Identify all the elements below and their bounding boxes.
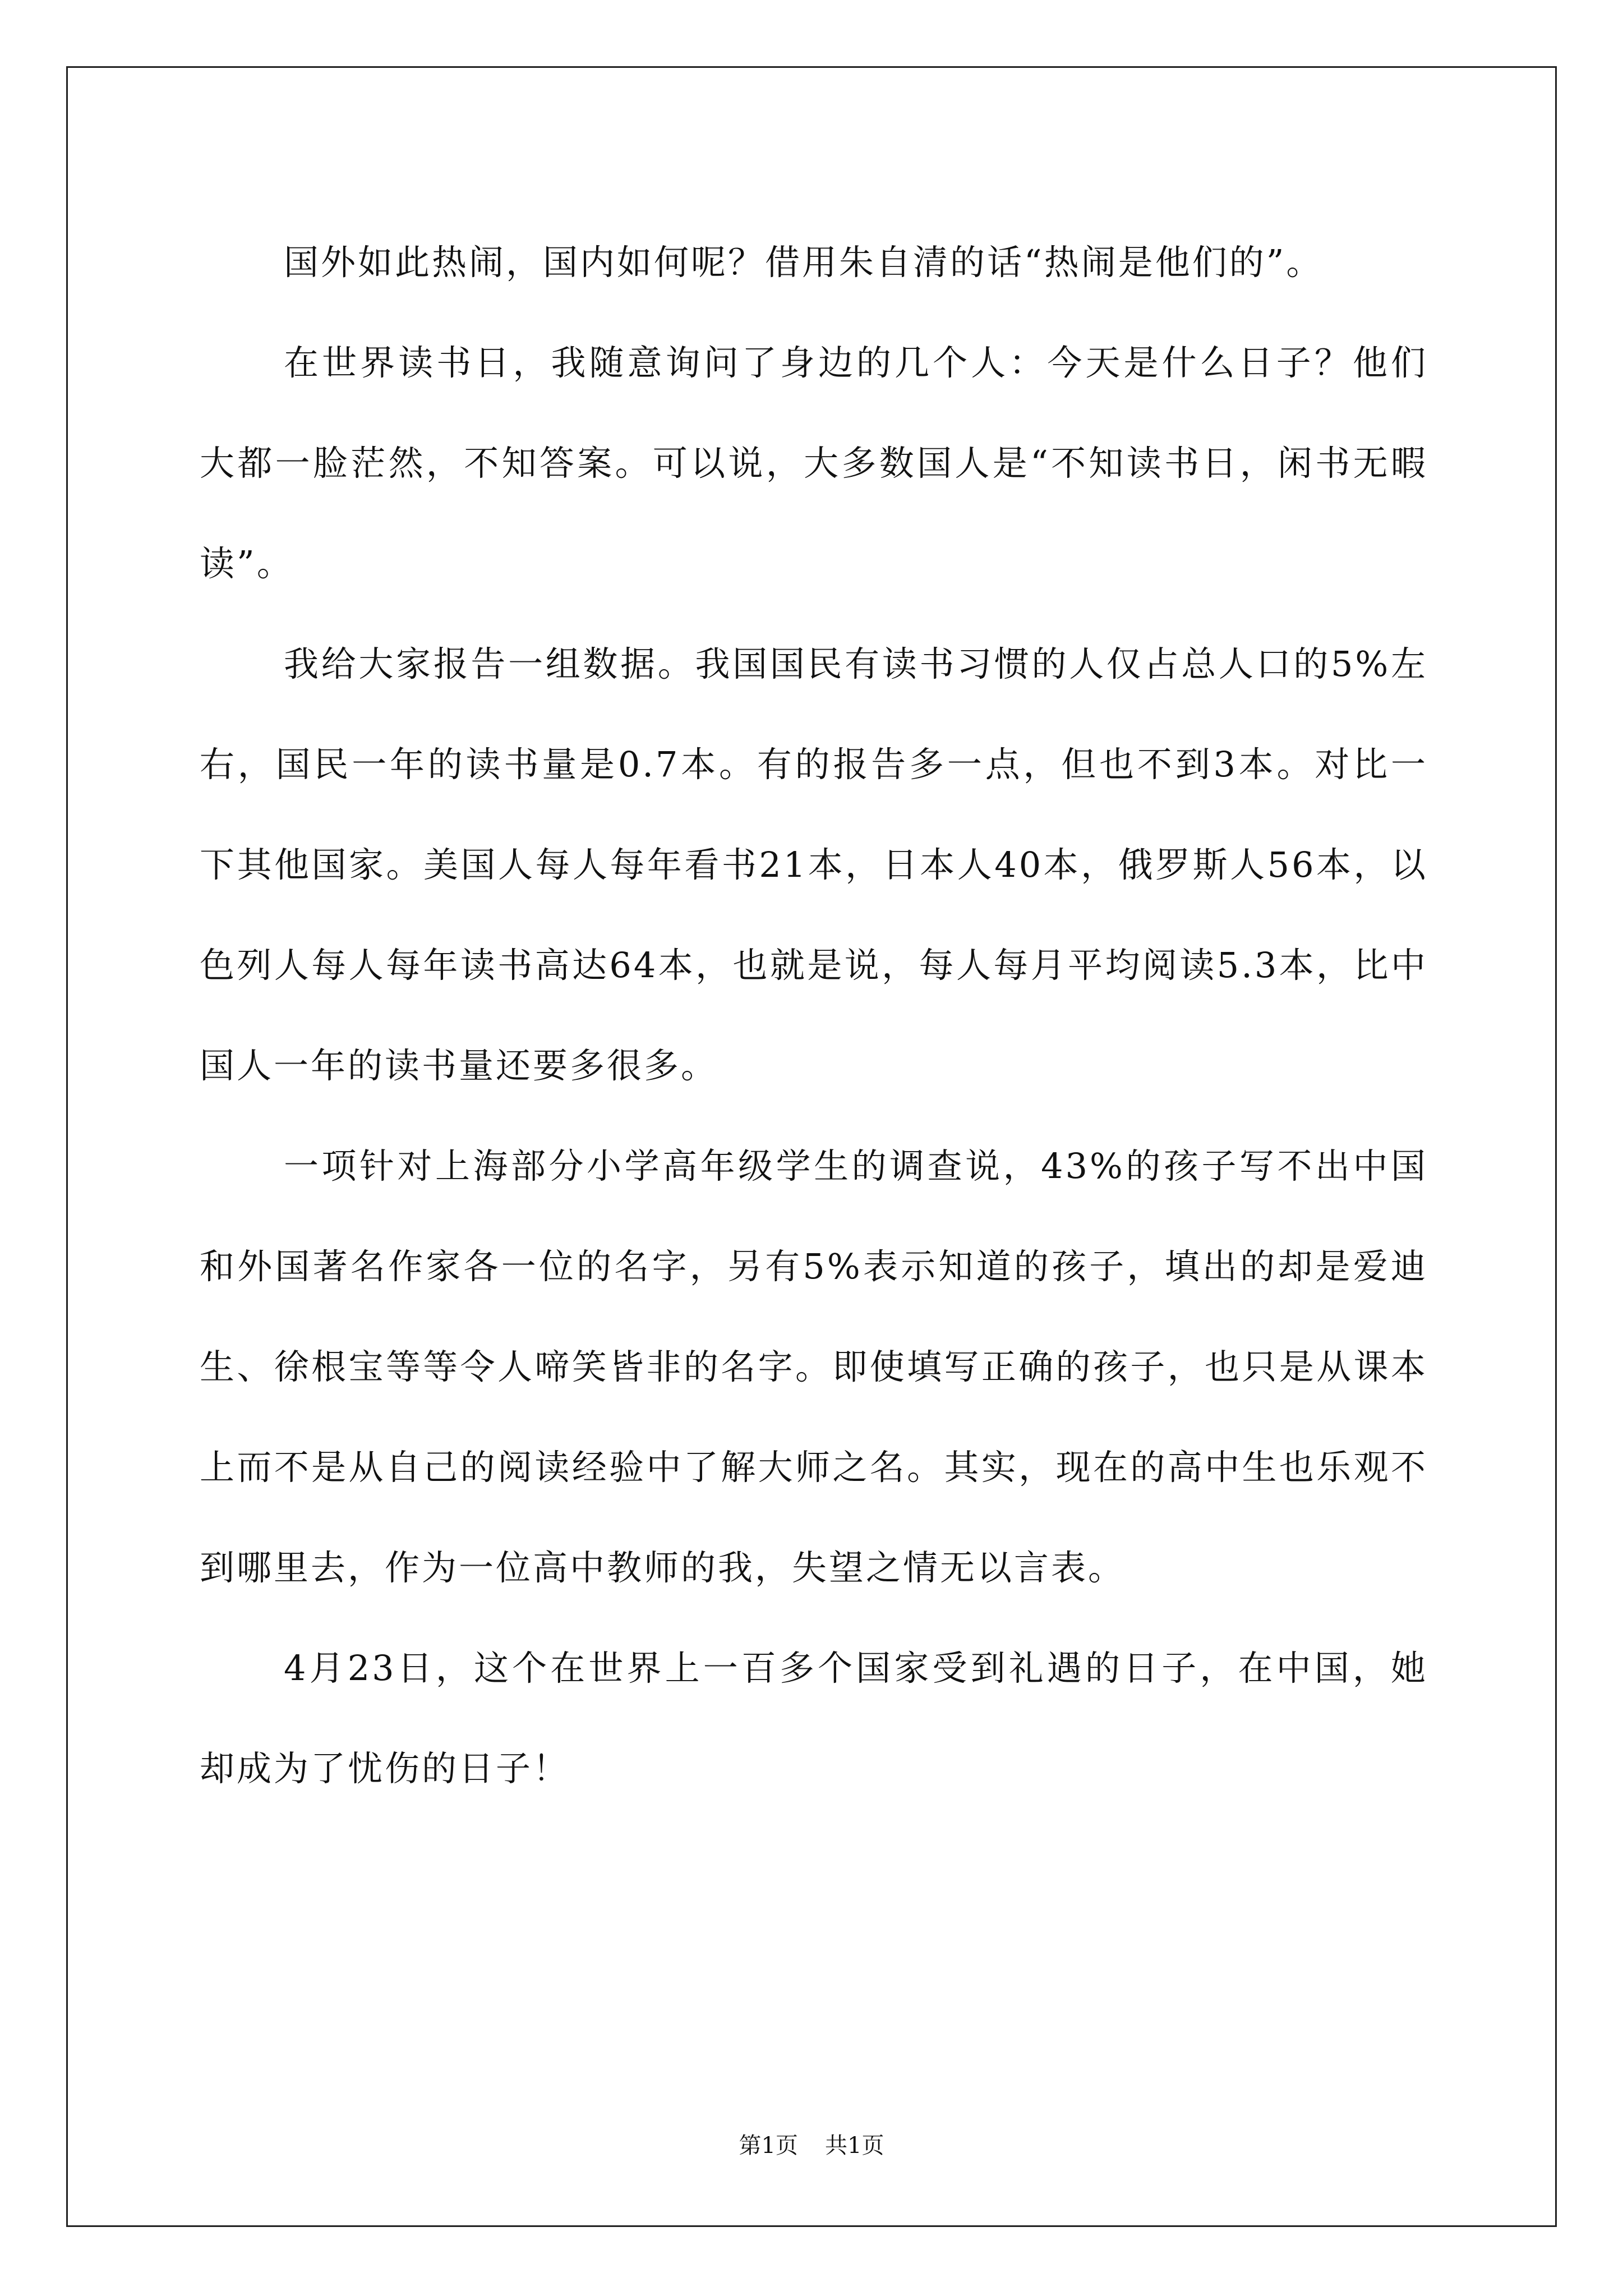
- paragraph-1: 国外如此热闹，国内如何呢？借用朱自清的话“热闹是他们的”。: [284, 242, 1324, 283]
- paragraph-5: 4月23日，这个在世界上一百多个国家受到礼遇的日子，在中国，她却成为了忧伤的日子！: [200, 1648, 1428, 1789]
- paragraph-4: 一项针对上海部分小学高年级学生的调查说，43%的孩子写不出中国和外国著名作家各一位的名字，另有5%表示知道的孩子，填出的却是爱迪生、徐根宝等等令人啼笑皆非的名字。即使填写正确的孩子，也只是从课本上而不是从自己的阅读经验中了解大师之名。其实，现在的高中生也乐观不到哪里去，作为一位高中教师的我，失望之情无以言表。: [200, 1145, 1428, 1588]
- paragraph-3: 我给大家报告一组数据。我国国民有读书习惯的人仅占总人口的5%左右，国民一年的读书量是0.7本。有的报告多一点，但也不到3本。对比一下其他国家。美国人每人每年看书21本，日本人40本，俄罗斯人56本，以色列人每人每年读书高达64本，也就是说，每人每月平均阅读5.3本，比中国人一年的读书量还要多很多。: [200, 643, 1428, 1086]
- page-footer: [0, 2129, 1623, 2162]
- page-number: 第1页: [739, 2133, 798, 2159]
- document-body: [200, 212, 1428, 1819]
- paragraph-2: 在世界读书日，我随意询问了身边的几个人：今天是什么日子？他们大都一脸茫然，不知答案。可以说，大多数国人是“不知读书日，闲书无暇读”。: [200, 342, 1428, 584]
- page-total: 共1页: [825, 2133, 884, 2159]
